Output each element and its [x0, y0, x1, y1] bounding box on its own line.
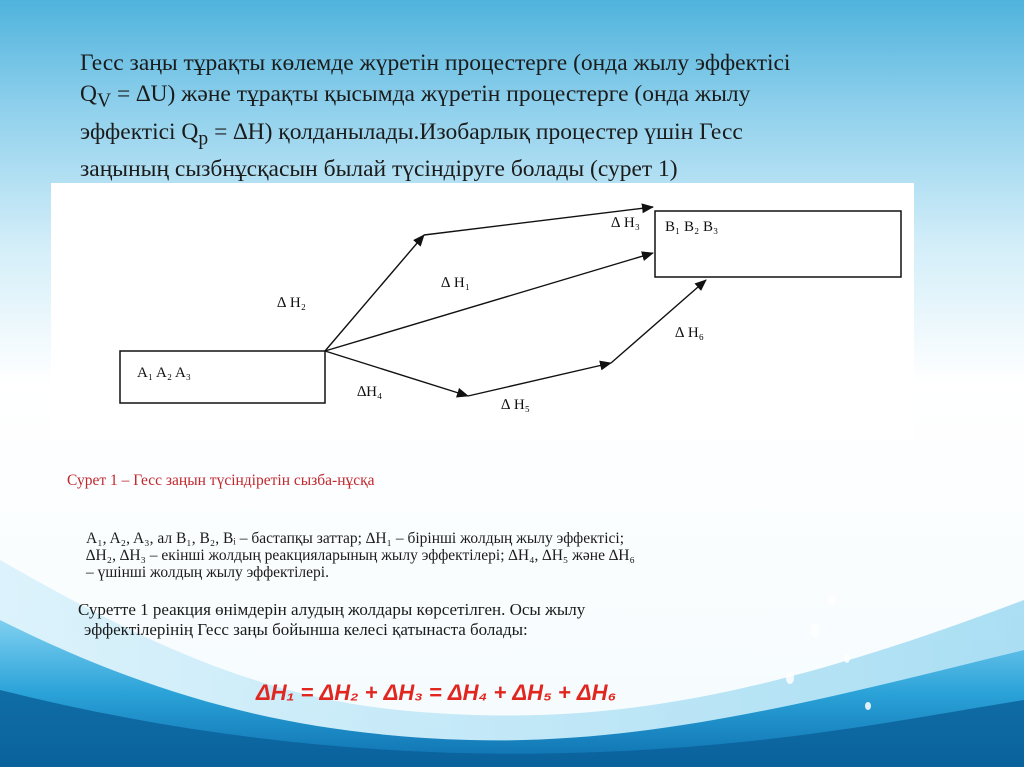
- legend-paragraph: [86, 530, 916, 581]
- label-h6: ∆ H₆: [675, 325, 704, 341]
- note-line-2: эффектілерінің Гесс заңы бойынша келесі қатынаста болады:: [84, 620, 528, 639]
- hess-formula: ΔH₁ = ΔH₂ + ΔH₃ = ΔH₄ + ΔH₅ + ΔH₆: [256, 680, 617, 705]
- intro-line-1: Гесс заңы тұрақты көлемде жүретін процестерге (онда жылу эффектісі: [80, 50, 791, 76]
- intro-line-3: эффектісі $Q_p = \Delta H$) қолданылады.Изобарлық процестер үшін Гесс: [80, 118, 743, 150]
- note-paragraph: [78, 600, 878, 640]
- hess-diagram: [51, 183, 914, 441]
- arrow-h4: [325, 351, 468, 396]
- label-h2: ∆ H₂: [277, 295, 306, 311]
- end-box-label: B₁ B₂ B₃: [665, 219, 719, 235]
- diagram-svg: [51, 183, 914, 441]
- legend-line-1: A₁, A₂, A₃, ал B₁, B₂, Bᵢ – бастапқы заттар; ∆H₁ – бірінші жолдың жылу эффектісі;: [86, 530, 624, 547]
- label-h3: ∆ H₃: [611, 215, 640, 231]
- label-h5: ∆ H₅: [501, 397, 530, 413]
- start-box-label: A₁ A₂ A₃: [137, 365, 192, 381]
- legend-line-3: – үшінші жолдың жылу эффектілері.: [86, 564, 329, 581]
- intro-paragraph: [80, 48, 960, 185]
- arrow-h2: [325, 235, 424, 351]
- note-line-1: Суретте 1 реакция өнімдерін алудың жолдары көрсетілген. Осы жылу: [78, 600, 586, 619]
- intro-line-2: $Q_V = \Delta U$) және тұрақты қысымда жүретін процестерге (онда жылу: [80, 81, 751, 112]
- label-h4: ∆H₄: [357, 384, 383, 400]
- arrow-h6: [611, 280, 706, 363]
- intro-line-4: заңының сызбнұсқасын былай түсіндіруге болады (сурет 1): [80, 156, 678, 183]
- figure-caption: Сурет 1 – Гесс заңын түсіндіретін сызба-нұсқа: [67, 472, 375, 489]
- arrow-h1: [325, 253, 653, 351]
- arrow-h5: [468, 363, 611, 396]
- legend-line-2: ∆H₂, ∆H₃ – екінші жолдың реакцияларының жылу эффектілері; ∆H₄, ∆H₅ және ∆H₆: [86, 547, 635, 564]
- label-h1: ∆ H₁: [441, 275, 470, 291]
